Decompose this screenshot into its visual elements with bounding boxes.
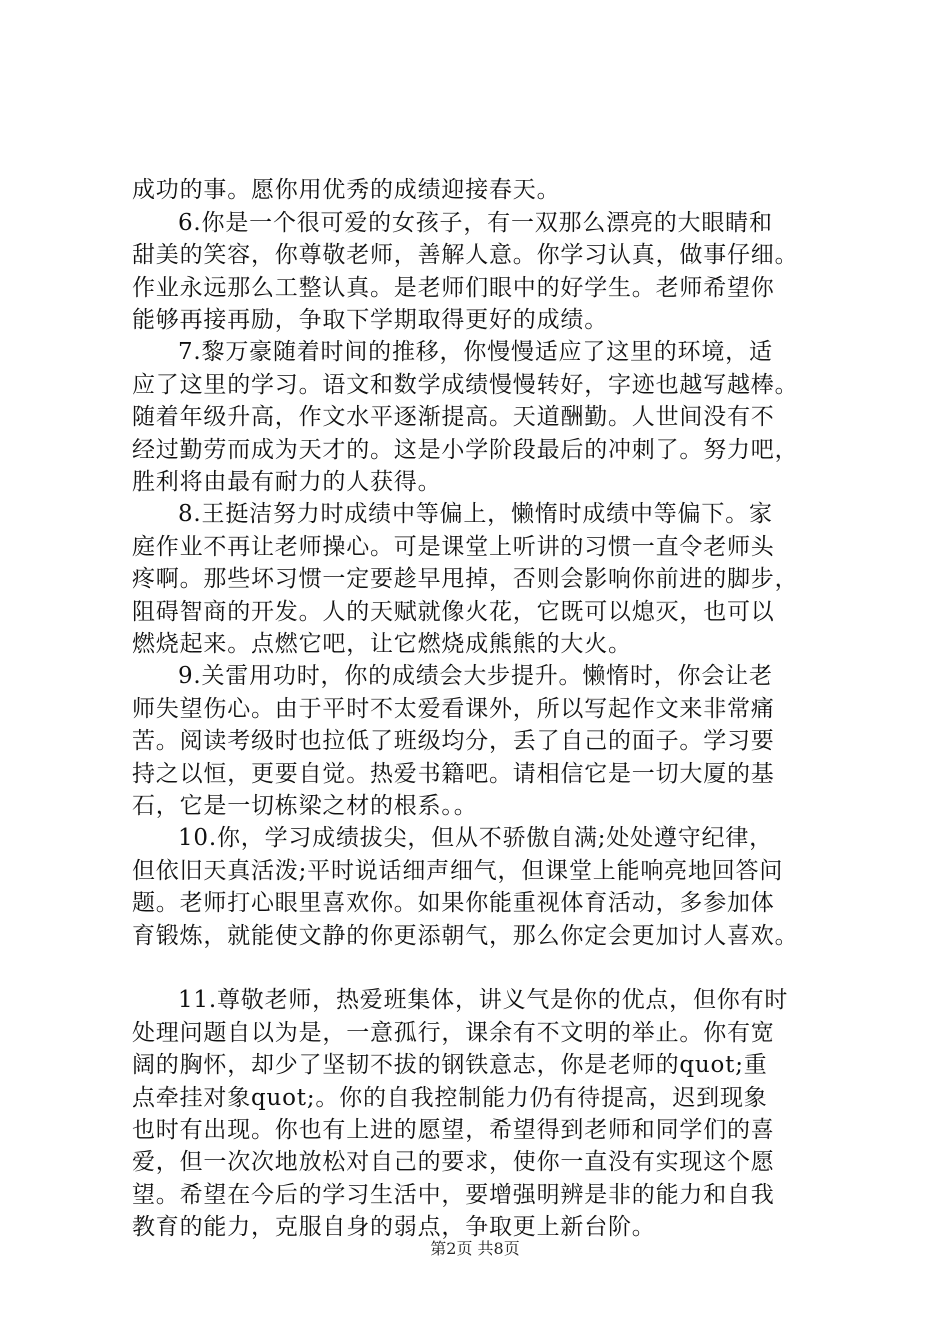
- paragraph-line: 持之以恒，更要自觉。热爱书籍吧。请相信它是一切大厦的基: [132, 761, 775, 787]
- paragraph-line: 应了这里的学习。语文和数学成绩慢慢转好，字迹也越写越棒。: [132, 372, 799, 398]
- paragraph-line: 苦。阅读考级时也拉低了班级均分，丢了自己的面子。学习要: [132, 728, 775, 754]
- paragraph-line: 随着年级升高，作文水平逐渐提高。天道酬勤。人世间没有不: [132, 404, 775, 430]
- paragraph-line: 石，它是一切栋梁之材的根系。。: [132, 793, 478, 819]
- paragraph-line: 10.你，学习成绩拔尖，但从不骄傲自满;处处遵守纪律，: [178, 825, 773, 851]
- paragraph-line: 甜美的笑容，你尊敬老师，善解人意。你学习认真，做事仔细。: [132, 242, 799, 268]
- paragraph-line: 成功的事。愿你用优秀的成绩迎接春天。: [132, 177, 561, 203]
- paragraph-line: 师失望伤心。由于平时不太爱看课外，所以写起作文来非常痛: [132, 696, 775, 722]
- paragraph-line: 望。希望在今后的学习生活中，要增强明辨是非的能力和自我: [132, 1182, 775, 1208]
- paragraph-line: 经过勤劳而成为天才的。这是小学阶段最后的冲刺了。努力吧，: [132, 437, 799, 463]
- paragraph-line: 题。老师打心眼里喜欢你。如果你能重视体育活动，多参加体: [132, 890, 775, 916]
- paragraph-line: 能够再接再励，争取下学期取得更好的成绩。: [132, 307, 608, 333]
- paragraph-line: 爱，但一次次地放松对自己的要求，使你一直没有实现这个愿: [132, 1149, 775, 1175]
- page-number: 第2页 共8页: [430, 1239, 520, 1258]
- paragraph-line: 胜利将由最有耐力的人获得。: [132, 469, 442, 495]
- paragraph-line: 庭作业不再让老师操心。可是课堂上听讲的习惯一直令老师头: [132, 534, 775, 560]
- paragraph-line: 处理问题自以为是，一意孤行，课余有不文明的举止。你有宽: [132, 1020, 775, 1046]
- paragraph-line: 阔的胸怀，却少了坚韧不拔的钢铁意志，你是老师的quot;重: [132, 1052, 768, 1078]
- paragraph-line: 但依旧天真活泼;平时说话细声细气，但课堂上能响亮地回答问: [132, 858, 784, 884]
- paragraph-line: 作业永远那么工整认真。是老师们眼中的好学生。老师希望你: [132, 275, 775, 301]
- paragraph-line: 育锻炼，就能使文静的你更添朝气，那么你定会更加讨人喜欢。: [132, 923, 799, 949]
- paragraph-line: 燃烧起来。点燃它吧，让它燃烧成熊熊的大火。: [132, 631, 632, 657]
- paragraph-line: 也时有出现。你也有上进的愿望，希望得到老师和同学们的喜: [132, 1117, 775, 1143]
- paragraph-line: 8.王挺洁努力时成绩中等偏上，懒惰时成绩中等偏下。家: [178, 501, 773, 527]
- paragraph-line: 11.尊敬老师，热爱班集体，讲义气是你的优点，但你有时: [178, 987, 789, 1013]
- paragraph-line: 阻碍智商的开发。人的天赋就像火花，它既可以熄灭，也可以: [132, 599, 775, 625]
- paragraph-line: 教育的能力，克服自身的弱点，争取更上新台阶。: [132, 1214, 656, 1240]
- paragraph-line: 7.黎万豪随着时间的推移，你慢慢适应了这里的环境，适: [178, 339, 773, 365]
- paragraph-line: 6.你是一个很可爱的女孩子，有一双那么漂亮的大眼睛和: [178, 210, 773, 236]
- paragraph-line: 疼啊。那些坏习惯一定要趁早甩掉，否则会影响你前进的脚步，: [132, 566, 799, 592]
- paragraph-line: 点牵挂对象quot;。你的自我控制能力仍有待提高，迟到现象: [132, 1085, 768, 1111]
- paragraph-line: 9.关雷用功时，你的成绩会大步提升。懒惰时，你会让老: [178, 663, 773, 689]
